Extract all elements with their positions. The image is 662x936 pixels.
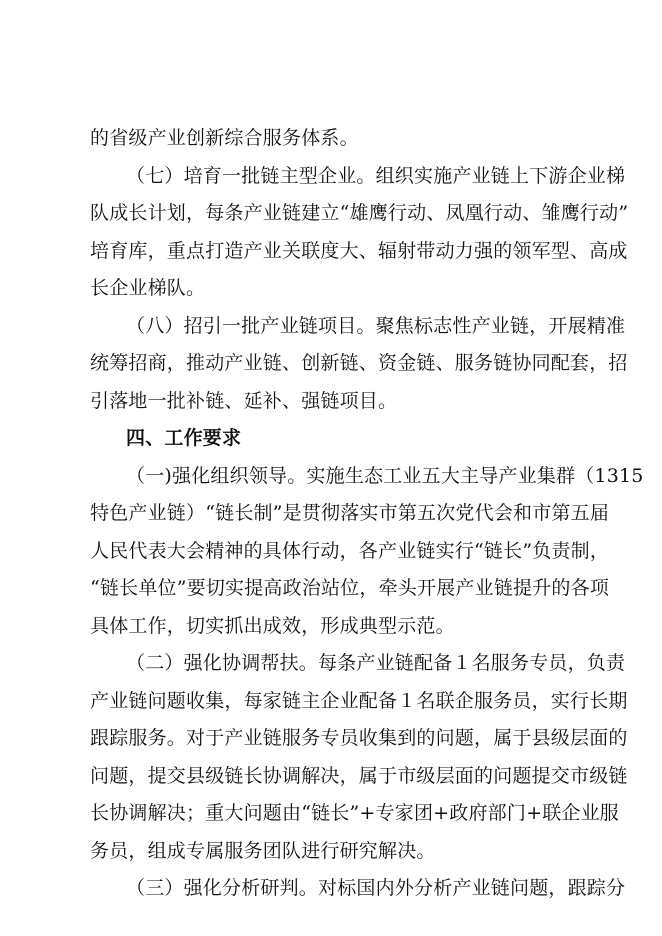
text-line: 培育库，重点打造产业关联度大、辐射带动力强的领军型、高成	[90, 240, 628, 262]
text-line: 的省级产业创新综合服务体系。	[90, 127, 359, 149]
section-heading: 四、工作要求	[126, 427, 242, 449]
text-line: （一)强化组织领导。实施生态工业五大主导产业集群（1315	[126, 465, 644, 487]
text-line: （八）招引一批产业链项目。聚焦标志性产业链，开展精准	[126, 315, 626, 337]
text-line: 队成长计划，每条产业链建立“雄鹰行动、凤凰行动、雏鹰行动”	[90, 202, 629, 224]
text-line: 人民代表大会精神的具体行动，各产业链实行“链长”负责制，	[90, 540, 610, 562]
text-line: 长企业梯队。	[90, 277, 206, 299]
text-line: 特色产业链）“链长制”是贯彻落实市第五次党代会和市第五届	[90, 502, 610, 524]
text-line: 产业链问题收集，每家链主企业配备１名联企服务员，实行长期	[90, 690, 628, 712]
text-line: 统筹招商，推动产业链、创新链、资金链、服务链协同配套，招	[90, 352, 628, 374]
text-line: （三）强化分析研判。对标国内外分析产业链问题，跟踪分	[126, 877, 626, 899]
text-line: 引落地一批补链、延补、强链项目。	[90, 390, 398, 412]
text-line: 跟踪服务。对于产业链服务专员收集到的问题，属于县级层面的	[90, 727, 628, 749]
text-line: （七）培育一批链主型企业。组织实施产业链上下游企业梯	[126, 165, 626, 187]
text-line: “链长单位”要切实提高政治站位，牵头开展产业链提升的各项	[90, 577, 610, 599]
text-line: 务员，组成专属服务团队进行研究解决。	[90, 840, 436, 862]
text-line: 长协调解决；重大问题由“链长”+专家团+政府部门+联企业服	[90, 802, 619, 824]
text-line: （二）强化协调帮扶。每条产业链配备１名服务专员，负责	[126, 652, 626, 674]
text-line: 具体工作，切实抓出成效，形成典型示范。	[90, 615, 455, 637]
text-line: 问题，提交县级链长协调解决，属于市级层面的问题提交市级链	[90, 765, 628, 787]
